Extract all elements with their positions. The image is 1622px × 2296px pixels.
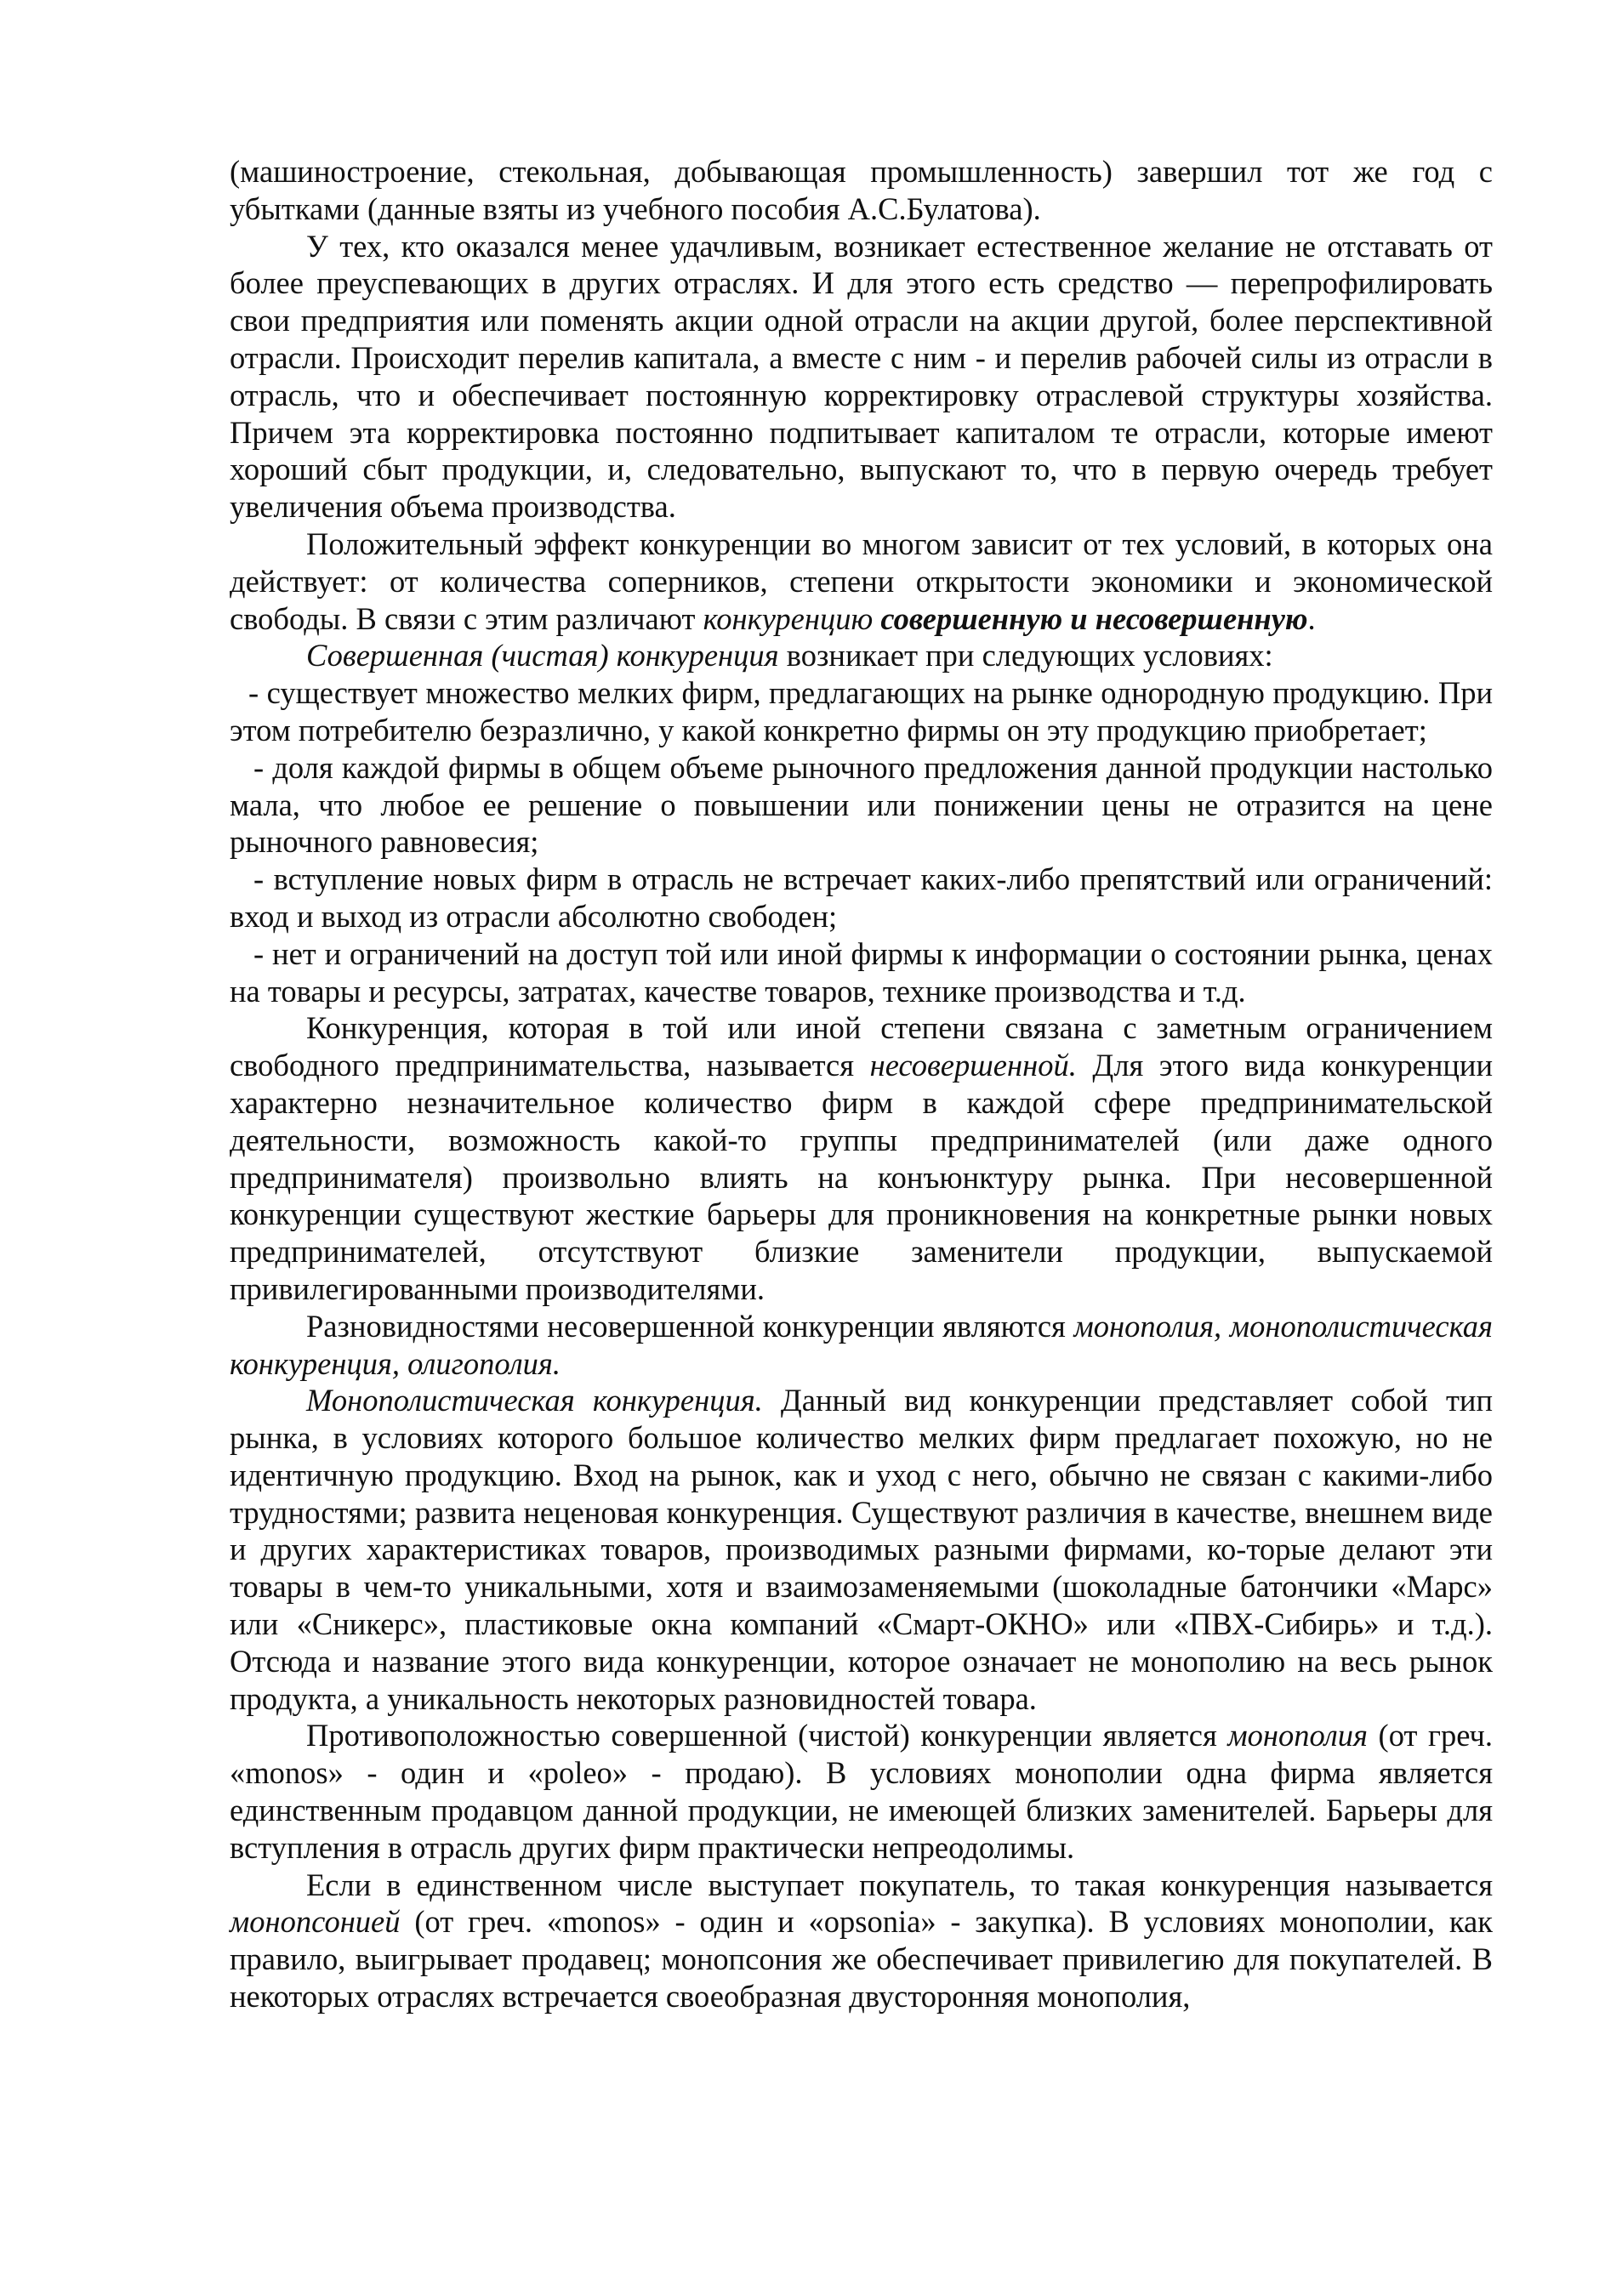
paragraph-6	[230, 1308, 1493, 1383]
paragraph-6-text: Разновидностями несовершенной конкуренции являются	[306, 1308, 1074, 1344]
paragraph-4	[230, 637, 1493, 674]
paragraph-9-text-1: Если в единственном числе выступает покупатель, то такая конкуренция называется	[306, 1867, 1493, 1902]
paragraph-3-text: Положительный эффект конкуренции во многом зависит от тех условий, в которых она действует: от количества соперников, степени открытости экономики и экономической свободы. В связи с этим различают	[230, 526, 1493, 636]
document-page	[230, 153, 1493, 2015]
term-varieties: монополия, монополистическая конкуренция, олигополия.	[230, 1308, 1493, 1381]
bullet-item-3: - вступление новых фирм в отрасль не встречает каких-либо препятствий или ограничений: вход и выход из отрасли абсолютно свободен;	[230, 861, 1493, 934]
paragraph-3-end: .	[1307, 600, 1316, 636]
term-perfect-competition: Совершенная (чистая) конкуренция	[306, 638, 779, 673]
term-imperfect: несовершенной.	[869, 1048, 1077, 1083]
paragraph-3	[230, 526, 1493, 637]
paragraph-2: У тех, кто оказался менее удачливым, возникает естественное желание не отставать от более преуспевающих в других отраслях. И для этого есть средство — перепрофилировать свои предприятия или поменять акции одной отрасли на акции другой, более перспективной отрасли. Происходит перелив капитала, а вместе с ним - и перелив рабочей силы из отрасли в отрасль, что и обеспечивает постоянную корректировку отраслевой структуры хозяйства. Причем эта корректировка постоянно подпитывает капиталом те отрасли, которые имеют хороший сбыт продукции, и, следовательно, выпускают то, что в первую очередь требует увеличения объема производства.	[230, 228, 1493, 525]
paragraph-1: (машиностроение, стекольная, добывающая промышленность) завершил тот же год с убытками (данные взяты из учебного пособия А.С.Булатова).	[230, 154, 1493, 226]
bullet-item-2: - доля каждой фирмы в общем объеме рыночного предложения данной продукции настолько мала, что любое ее решение о повышении или понижении цены не отразится на цене рыночного равновесия;	[230, 749, 1493, 860]
paragraph-5-text-1: Конкуренция, которая в той или иной степени связана с заметным ограничением свободного предпринимательства, называется	[230, 1010, 1493, 1083]
paragraph-8-text-2: (от греч. «monos» - один и «poleo» - продаю). В условиях монополии одна фирма является единственным продавцом данной продукции, не имеющей близких заменителей. Барьеры для вступления в отрасль других фирм практически непреодолимы.	[230, 1718, 1493, 1865]
bullet-item-4: - нет и ограничений на доступ той или иной фирмы к информации о состоянии рынка, ценах на товары и ресурсы, затратах, качестве товаров, технике производства и т.д.	[230, 935, 1493, 1009]
paragraph-7	[230, 1382, 1493, 1717]
term-monopsony: монопсонией	[230, 1904, 401, 1940]
paragraph-8	[230, 1717, 1493, 1866]
term-monopolistic-competition: Монополистическая конкуренция.	[306, 1383, 763, 1418]
paragraph-8-text-1: Противоположностью совершенной (чистой) конкуренции является	[306, 1718, 1228, 1753]
term-monopoly: монополия	[1227, 1718, 1368, 1753]
paragraph-9	[230, 1867, 1493, 2015]
paragraph-7-text: Данный вид конкуренции представляет собой тип рынка, в условиях которого большое количество мелких фирм предлагает похожую, но не идентичную продукцию. Вход на рынок, как и уход с него, обычно не связан с какими-либо трудностями; развита неценовая конкуренция. Существуют различия в качестве, внешнем виде и других характеристиках товаров, производимых разными фирмами, ко-торые делают эти товары в чем-то уникальными, хотя и взаимозаменяемыми (шоколадные батончики «Марс» или «Сникерс», пластиковые окна компаний «Смарт-ОКНО» или «ПВХ-Сибирь» и т.д.). Отсюда и название этого вида конкуренции, которое означает не монополию на весь рынок продукта, а уникальность некоторых разновидностей товара.	[230, 1383, 1493, 1716]
paragraph-5-text-2: Для этого вида конкуренции характерно незначительное количество фирм в каждой сфере предпринимательской деятельности, возможность какой-то группы предпринимателей (или даже одного предпринимателя) произвольно влиять на конъюнктуру рынка. При несовершенной конкуренции существуют жесткие барьеры для проникновения на конкретные рынки новых предпринимателей, отсутствуют близкие заменители продукции, выпускаемой привилегированными производителями.	[230, 1048, 1493, 1306]
paragraph-9-text-2: (от греч. «monos» - один и «opsonia» - закупка). В условиях монополии, как правило, выигрывает продавец; монопсония же обеспечивает привилегию для покупателей. В некоторых отраслях встречается своеобразная двусторонняя монополия,	[230, 1904, 1493, 2015]
paragraph-5	[230, 1009, 1493, 1307]
bullet-item-1: - существует множество мелких фирм, предлагающих на рынке однородную продукцию. При этом потребителю безразлично, у какой конкретно фирмы он эту продукцию приобретает;	[230, 675, 1493, 747]
term-konkurentsiyu: конкуренцию	[703, 600, 874, 636]
paragraph-4-text: возникает при следующих условиях:	[778, 638, 1273, 673]
term-perfect-imperfect: совершенную и несовершенную	[880, 600, 1308, 636]
